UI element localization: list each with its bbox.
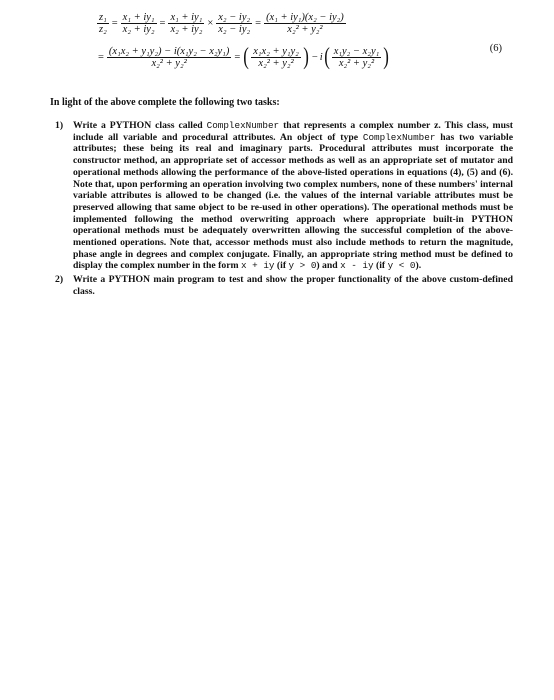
numerator: x₁ + iy₁ [122,12,155,23]
fraction [216,12,252,35]
numerator: x₁ + iy₁ [170,12,203,23]
task-text: Write a PYTHON main program to test and show the proper functionality of the above custom-defined class. [73,274,513,297]
fraction [107,46,231,69]
task-marker: 2) [55,274,64,286]
code-form-positive: x + iy [241,260,275,272]
equation-line-1 [96,12,347,35]
denominator: x₂² + y₂² [258,57,294,69]
code-condition-positive: y > 0 [288,260,317,272]
task-item-1 [55,120,513,272]
times-sign: × [207,18,214,29]
equals-sign: = [234,51,241,63]
denominator: x₂² + y₂² [338,57,375,69]
numerator: z₁ [99,12,107,23]
code-form-negative: x - iy [340,260,374,272]
code-class-name: ComplexNumber [362,131,436,143]
equation-line-2 [96,45,390,69]
right-paren: ) [383,44,390,70]
task-text: ) and [316,260,341,272]
task-text: (if [274,260,289,272]
fraction [332,46,382,69]
fraction [264,12,346,35]
equals-sign: = [159,18,166,29]
equation-6 [96,12,516,88]
equals-sign: = [98,51,104,63]
fraction [168,12,204,35]
task-marker: 1) [55,120,64,131]
task-text: has two variable attributes; these being its real and imaginary parts. Procedural attributes must incorporate the constructor method, an appropriate set of accessor methods as well as an appropriate set of mutator and operational methods allowing the performance of the above-listed operations in equations (4), (5) and (6). Note that, upon performing an operation involving two complex numbers, none of these numbers' internal variable attributes is allowed to be changed (i.e. the values of the internal variable attributes must be preserved allowing that same object to be re-used in other operations). The operational methods must be implemented following the method overwriting approach where appropriate built-in PYTHON operational methods must be adequately overwritten allowing the successful completion of the above-mentioned operations. Note that, accessor methods must also include methods to return the magnitude, phase angle in degrees and complex conjugate. Finally, an appropriate string method must be defined to display the complex number in the form [73,131,513,272]
code-class-name: ComplexNumber [206,120,280,131]
imaginary-unit: i [319,51,323,63]
task-list [55,120,513,300]
numerator: (x₁x₂ + y₁y₂) − i(x₁y₂ − x₂y₁) [108,45,230,57]
task-item-2 [55,274,513,297]
denominator: z₂ [99,24,107,35]
denominator: x₂ + iy₂ [122,24,155,35]
denominator: x₂² + y₂² [151,57,187,69]
left-paren: ( [323,44,330,70]
intro-text: In light of the above complete the following two tasks: [50,97,280,108]
fraction [97,12,109,35]
minus-sign: − [311,51,318,63]
equals-sign: = [111,18,118,29]
numerator: x₁y₂ − x₂y₁ [333,45,380,57]
denominator: x₂ − iy₂ [218,24,251,35]
numerator: x₁x₂ + y₁y₂ [253,45,299,57]
task-text: ). [415,260,422,272]
equals-sign: = [255,18,262,29]
task-text: that represents a complex number z. This class, must include all variable and procedural attributes. An object of type [73,120,514,143]
code-condition-negative: y < 0 [387,260,416,272]
fraction [251,46,301,69]
right-paren: ) [303,44,309,70]
numerator: x₂ − iy₂ [218,12,251,23]
equation-number: (6) [489,43,502,54]
denominator: x₂² + y₂² [287,24,323,35]
fraction [121,12,157,35]
left-paren: ( [243,44,250,70]
task-text: (if [373,260,388,272]
denominator: x₂ + iy₂ [170,24,203,35]
numerator: (x₁ + iy₁)(x₂ − iy₂) [266,12,344,23]
task-text: Write a PYTHON class called [73,120,207,131]
